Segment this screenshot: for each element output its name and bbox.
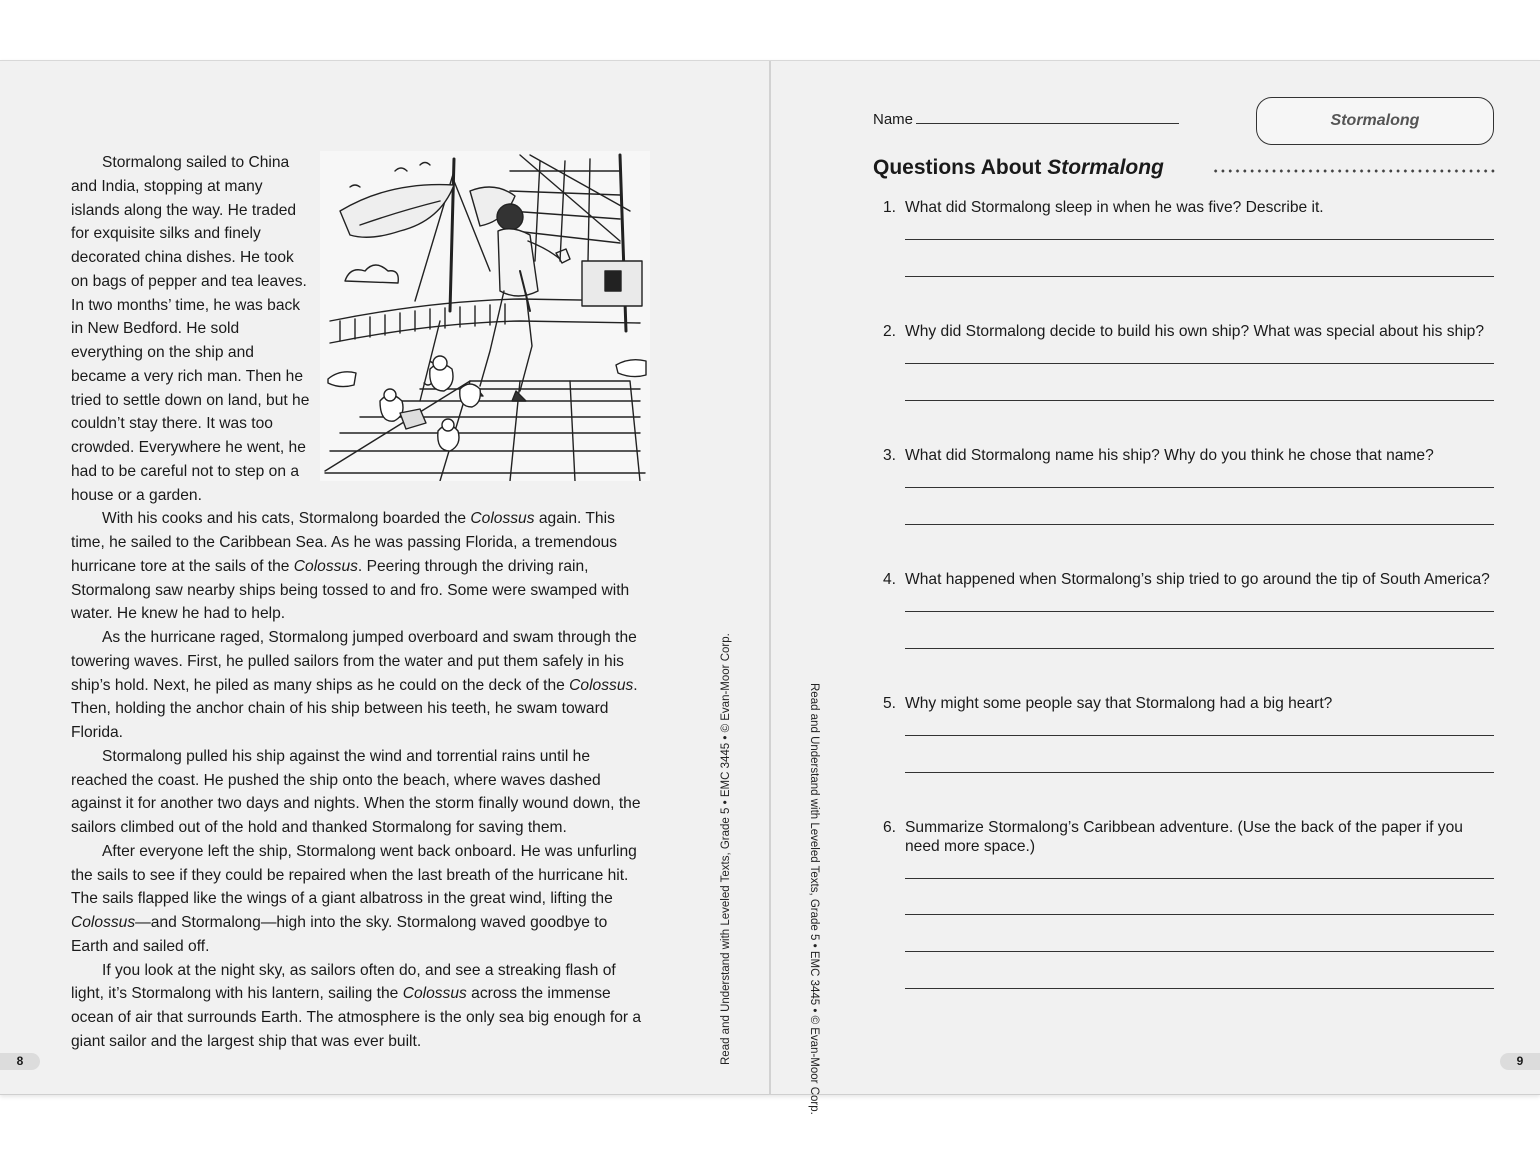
story-text-segment: across the immense ocean of air that surrounds Earth. The atmosphere is the only sea big enough for a giant sailor and the largest ship that was ever built. [71, 985, 642, 1050]
heading-title: Stormalong [1047, 156, 1164, 179]
answer-line[interactable] [905, 611, 1494, 612]
heading-dotted-rule [1212, 169, 1495, 173]
answer-line[interactable] [905, 400, 1494, 401]
answer-line[interactable] [905, 914, 1494, 915]
story-text-segment: If you look at the night sky, as sailors often do, and see a streaking flash of light, it’s Stormalong with his lantern, sailing the [71, 961, 616, 1003]
page-number-left: 8 [0, 1053, 40, 1070]
story-text-segment: After everyone left the ship, Stormalong went back onboard. He was unfurling the sails to see if they could be repaired when the last breath of the hurricane hit. The sails flapped like the wings of a giant albatross in the great wind, lifting the [71, 842, 637, 908]
ship-name-italic: Colossus [402, 985, 467, 1003]
questions-heading [873, 156, 1164, 180]
question-number: 3. [883, 447, 897, 464]
question-number: 6. [883, 819, 897, 836]
answer-line[interactable] [905, 878, 1494, 879]
question-text: What did Stormalong sleep in when he was five? Describe it. [905, 199, 1324, 216]
heading-prefix: Questions About [873, 156, 1048, 179]
answer-line[interactable] [905, 988, 1494, 989]
story-text-segment: With his cooks and his cats, Stormalong boarded the [102, 510, 471, 528]
book-spread [0, 60, 1540, 1115]
ship-deck-illustration [320, 151, 650, 481]
page-gutter [769, 61, 771, 1094]
story-text-segment: As the hurricane raged, Stormalong jumped overboard and swam through the towering waves. First, he pulled sailors from the water and put them safely in his ship’s hold. Next, he piled as many ships as he could on the deck of the [71, 629, 637, 694]
answer-line[interactable] [905, 772, 1494, 773]
question-number: 5. [883, 695, 897, 712]
answer-line[interactable] [905, 239, 1494, 240]
question-number: 1. [883, 199, 897, 216]
question-text: Why did Stormalong decide to build his own ship? What was special about his ship? [905, 323, 1485, 340]
answer-line[interactable] [905, 648, 1494, 649]
answer-line[interactable] [905, 951, 1494, 952]
story-text [71, 151, 646, 1054]
story-text-segment: . Peering through the driving rain, Stormalong saw nearby ships being tossed to and fro. Some were swamped with water. He knew he had to help. [71, 557, 630, 623]
story-text-segment: . Then, holding the anchor chain of his ship between his teeth, he swam toward Florida. [71, 676, 638, 741]
story-text-segment: again. This time, he sailed to the Caribbean Sea. As he was passing Florida, a tremendous hurricane tore at the sails of the [71, 510, 618, 575]
story-text-segment: —and Stormalong—high into the sky. Stormalong waved goodbye to Earth and sailed off. [71, 914, 608, 955]
answer-line[interactable] [905, 363, 1494, 364]
story-paragraph [71, 959, 646, 1054]
answer-line[interactable] [905, 276, 1494, 277]
story-text-segment: Stormalong sailed to China and India, stopping at many islands along the way. He traded for exquisite silks and finely decorated china dishes. He took on bags of pepper and tea leaves. In two months’ time, he was back in New Bedford. He sold everything on the ship and became a very rich man. Then he tried to settle down on land, but he couldn’t stay there. It was too crowded. Everywhere he went, he had to be careful not to step on a house or a garden. [71, 154, 310, 504]
story-paragraph [71, 626, 646, 745]
name-label: Name [873, 111, 914, 128]
question-text: What happened when Stormalong’s ship tried to go around the tip of South America? [905, 571, 1490, 588]
answer-line[interactable] [905, 487, 1494, 488]
ship-name-italic: Colossus [470, 510, 535, 528]
question-text: Summarize Stormalong’s Caribbean adventure. (Use the back of the paper if you need more space.) [905, 819, 1463, 855]
ship-name-italic: Colossus [293, 557, 358, 575]
question-number: 2. [883, 323, 897, 340]
page-number-right: 9 [1500, 1053, 1540, 1070]
answer-line[interactable] [905, 735, 1494, 736]
question-text: What did Stormalong name his ship? Why do you think he chose that name? [905, 447, 1434, 464]
story-paragraph [71, 507, 646, 626]
name-answer-line[interactable] [916, 123, 1179, 124]
copyright-credit-right: Read and Understand with Leveled Texts, Grade 5 • EMC 3445 • © Evan-Moor Corp. [808, 683, 820, 1115]
story-paragraph [71, 840, 646, 959]
story-text-segment: Stormalong pulled his ship against the wind and torrential rains until he reached the coast. He pushed the ship onto the beach, where waves dashed against it for another two days and nights. When the storm finally wound down, the sailors climbed out of the hold and thanked Stormalong for saving them. [71, 747, 641, 836]
ship-name-italic: Colossus [569, 676, 634, 694]
ship-name-italic: Colossus [71, 914, 136, 931]
answer-line[interactable] [905, 524, 1494, 525]
story-paragraph [71, 745, 646, 840]
story-title-tab: Stormalong [1256, 97, 1494, 145]
question-number: 4. [883, 571, 897, 588]
question-text: Why might some people say that Stormalong had a big heart? [905, 695, 1333, 712]
copyright-credit-left: Read and Understand with Leveled Texts, Grade 5 • EMC 3445 • © Evan-Moor Corp. [720, 633, 732, 1065]
